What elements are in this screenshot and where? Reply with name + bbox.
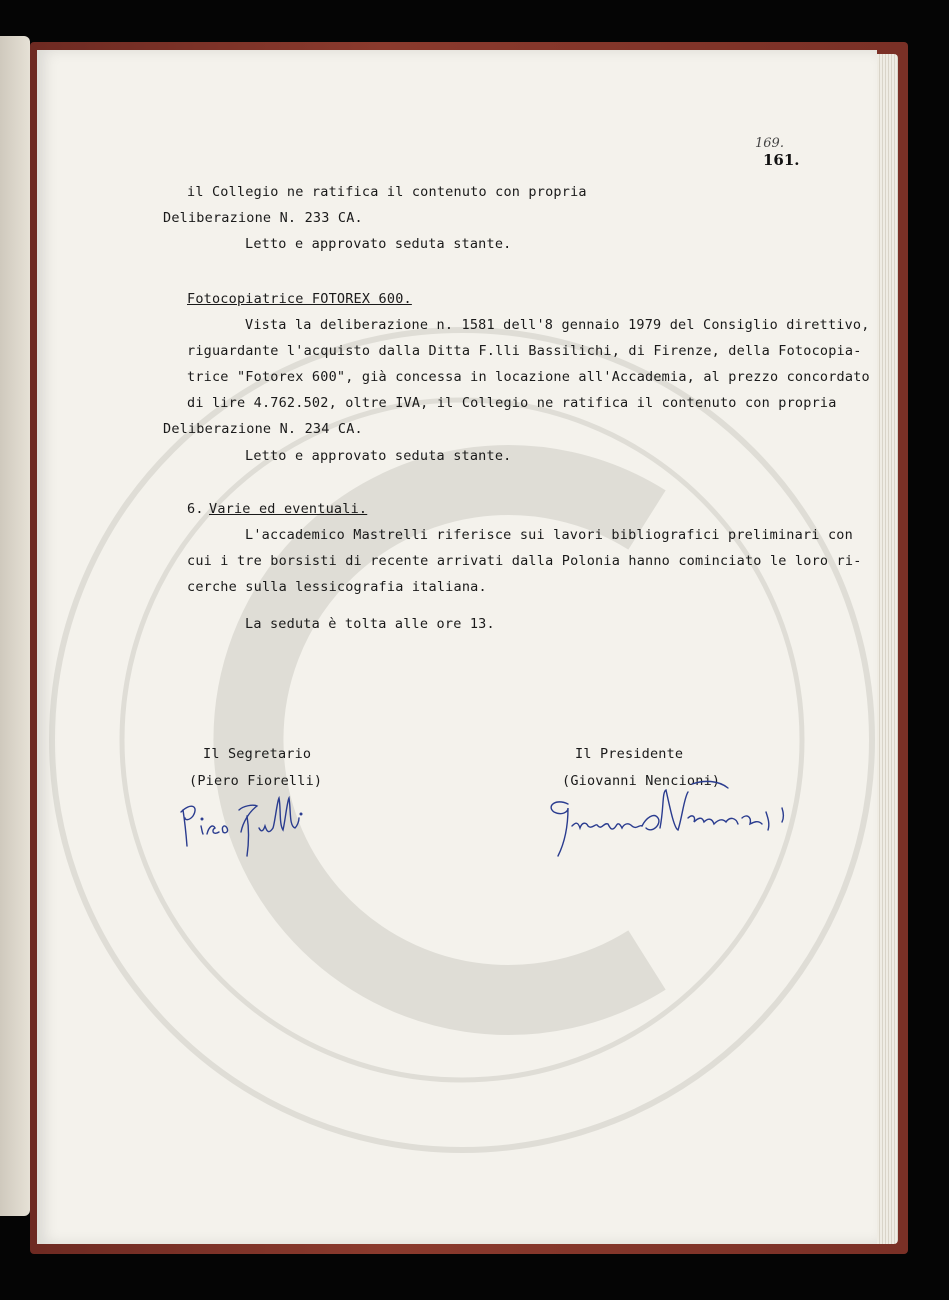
typed-page-number: 161.	[763, 151, 800, 169]
section-heading: Varie ed eventuali.	[209, 501, 368, 517]
text-line: il Collegio ne ratifica il contenuto con propria	[187, 184, 587, 200]
text-line: riguardante l'acquisto dalla Ditta F.lli Bassilichi, di Firenze, della Fotocopia-	[187, 343, 862, 359]
text-line: Letto e approvato seduta stante.	[245, 236, 512, 252]
handwritten-page-number: 169.	[755, 136, 784, 151]
page-edges	[874, 54, 898, 1244]
president-name: (Giovanni Nencioni)	[562, 773, 721, 789]
copyright-watermark-icon	[37, 50, 877, 1244]
text-line: trice "Fotorex 600", già concessa in locazione all'Accademia, al prezzo concordato	[187, 369, 870, 385]
text-line: Vista la deliberazione n. 1581 dell'8 gennaio 1979 del Consiglio direttivo,	[245, 317, 870, 333]
text-line: Deliberazione N. 233 CA.	[163, 210, 363, 226]
secretary-signature-icon	[177, 788, 327, 858]
left-page-edge	[0, 36, 30, 1216]
text-line: cui i tre borsisti di recente arrivati dalla Polonia hanno cominciato le loro ri-	[187, 553, 862, 569]
text-line: La seduta è tolta alle ore 13.	[245, 616, 495, 632]
text-line: cerche sulla lessicografia italiana.	[187, 579, 487, 595]
secretary-title: Il Segretario	[203, 746, 312, 762]
secretary-name: (Piero Fiorelli)	[189, 773, 323, 789]
section-heading: Fotocopiatrice FOTOREX 600.	[187, 291, 412, 307]
document-page	[37, 50, 877, 1244]
text-line: Letto e approvato seduta stante.	[245, 448, 512, 464]
president-title: Il Presidente	[575, 746, 684, 762]
text-line: L'accademico Mastrelli riferisce sui lavori bibliografici preliminari con	[245, 527, 853, 543]
section-number: 6.	[187, 501, 204, 517]
text-line: Deliberazione N. 234 CA.	[163, 421, 363, 437]
text-line: di lire 4.762.502, oltre IVA, il Collegio ne ratifica il contenuto con propria	[187, 395, 837, 411]
president-signature-icon	[532, 778, 822, 868]
